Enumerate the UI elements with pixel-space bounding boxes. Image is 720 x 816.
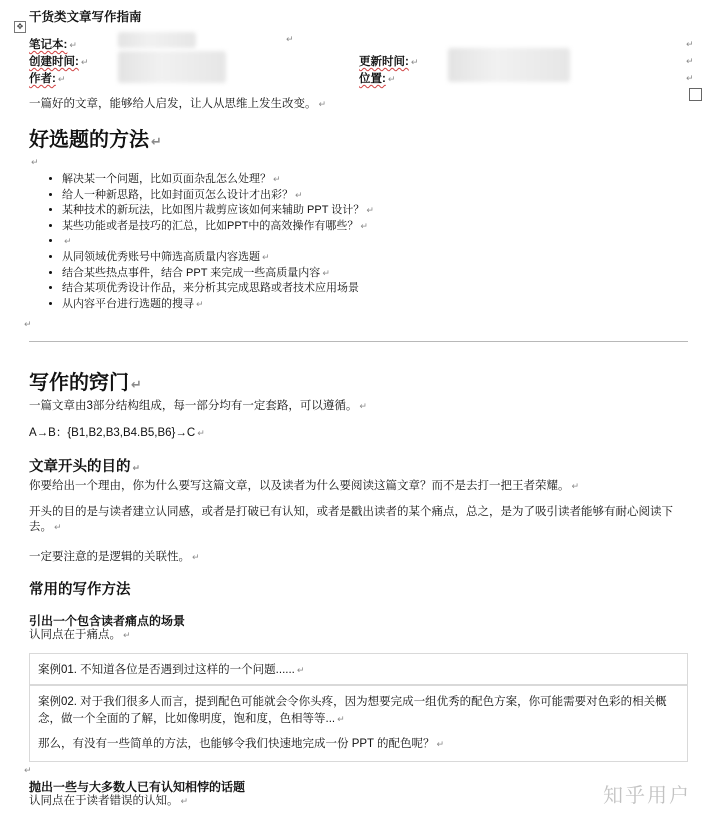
notebook-label: 笔记本: xyxy=(29,39,68,51)
case-box-2: 案例02. 对于我们很多人而言，提到配色可能就会令你头疼，因为想要完成一组优秀的配色方案，你可能需要对色彩的相关概 念，做一个全面的了解，比如像明度，饱和度，色相等等... ↵ 那么，有没有一些简单的方法，也能够令我们快速地完成一份 PPT 的配色呢？ ↵ xyxy=(29,685,688,762)
location-label: 位置: xyxy=(359,73,386,85)
intro-paragraph: 一篇好的文章，能够给人启发，让人从思维上发生改变。 ↵ xyxy=(29,98,327,110)
created-label: 创建时间: xyxy=(29,56,79,68)
topic-bullet-list xyxy=(40,172,374,312)
empty-paragraph: ↵ xyxy=(31,157,39,167)
updated-row xyxy=(359,53,418,69)
author-row xyxy=(29,70,65,86)
list-item: • ↵ xyxy=(62,234,374,250)
row-end-mark-icon: ↵ xyxy=(686,39,694,49)
created-row xyxy=(29,53,88,69)
notebook-value-redacted xyxy=(118,32,196,48)
paragraph-mark-icon: ↵ xyxy=(80,57,89,67)
empty-paragraph: ↵ xyxy=(24,765,32,775)
opening-paragraph-2: 开头的目的是与读者建立认同感，或者是打破已有认知，或者是戳出读者的某个痛点，总之，是为了吸引读者能够有耐心阅读下 去。 ↵ xyxy=(29,506,673,533)
list-item: • 给人一种新思路，比如封面页怎么设计才出彩？ ↵ xyxy=(62,188,374,204)
method-title-2: 抛出一些与大多数人已有认知相悖的话题 xyxy=(29,780,246,794)
paragraph-mark-icon: ↵ xyxy=(387,74,396,84)
table-resize-handle-icon[interactable] xyxy=(689,88,702,101)
created-value-redacted xyxy=(118,51,226,83)
formula-paragraph: A→B：{B1,B2,B3,B4.B5,B6}→C ↵ xyxy=(29,427,205,439)
list-item: • 结合某些热点事件，结合 PPT 来完成一些高质量内容 ↵ xyxy=(62,266,374,282)
paragraph-mark-icon: ↵ xyxy=(286,34,294,44)
list-item: • 解决某一个问题，比如页面杂乱怎么处理？ ↵ xyxy=(62,172,374,188)
subheading-opening-purpose: 文章开头的目的 ↵ xyxy=(29,459,141,475)
opening-paragraph-3: 一定要注意的是逻辑的关联性。 ↵ xyxy=(29,551,200,563)
document-title: 干货类文章写作指南 xyxy=(29,10,142,24)
section-heading-topics: 好选题的方法 ↵ xyxy=(29,129,162,151)
paragraph-mark-icon: ↵ xyxy=(57,74,66,84)
list-item: • 从内容平台进行选题的搜寻 ↵ xyxy=(62,297,374,313)
table-move-handle-icon[interactable]: ✥ xyxy=(14,21,26,33)
subheading-writing-methods: 常用的写作方法 xyxy=(29,582,131,598)
method-desc-1: 认同点在于痛点。 ↵ xyxy=(29,629,131,641)
opening-paragraph-1: 你要给出一个理由，你为什么要写这篇文章，以及读者为什么要阅读这篇文章？而不是去打一把王者荣耀。 ↵ xyxy=(29,480,580,492)
row-end-mark-icon: ↵ xyxy=(686,73,694,83)
list-item: • 结合某项优秀设计作品，来分析其完成思路或者技术应用场景 xyxy=(62,281,374,297)
paragraph-mark-icon: ↵ xyxy=(69,40,77,50)
list-item: • 从同领域优秀账号中筛选高质量内容选题 ↵ xyxy=(62,250,374,266)
method-desc-2: 认同点在于读者错误的认知。 ↵ xyxy=(29,795,189,807)
structure-paragraph: 一篇文章由3部分结构组成，每一部分均有一定套路，可以遵循。 ↵ xyxy=(29,400,367,412)
author-label: 作者: xyxy=(29,73,56,85)
notebook-row xyxy=(29,36,77,52)
empty-paragraph: ↵ xyxy=(24,319,32,329)
section-heading-tips: 写作的窍门 ↵ xyxy=(29,372,142,394)
row-end-mark-icon: ↵ xyxy=(686,56,694,66)
updated-label: 更新时间: xyxy=(359,56,409,68)
list-item: • 某种技术的新玩法，比如图片裁剪应该如何来辅助 PPT 设计？ ↵ xyxy=(62,203,374,219)
method-title-1: 引出一个包含读者痛点的场景 xyxy=(29,614,186,628)
horizontal-rule xyxy=(29,341,688,342)
location-row xyxy=(359,70,395,86)
updated-value-redacted xyxy=(448,48,570,82)
case-box-1: 案例01. 不知道各位是否遇到过这样的一个问题...... ↵ xyxy=(29,653,688,685)
paragraph-mark-icon: ↵ xyxy=(410,57,419,67)
watermark: 知乎用户 xyxy=(603,785,691,807)
list-item: • 某些功能或者是技巧的汇总，比如PPT中的高效操作有哪些？ ↵ xyxy=(62,219,374,235)
